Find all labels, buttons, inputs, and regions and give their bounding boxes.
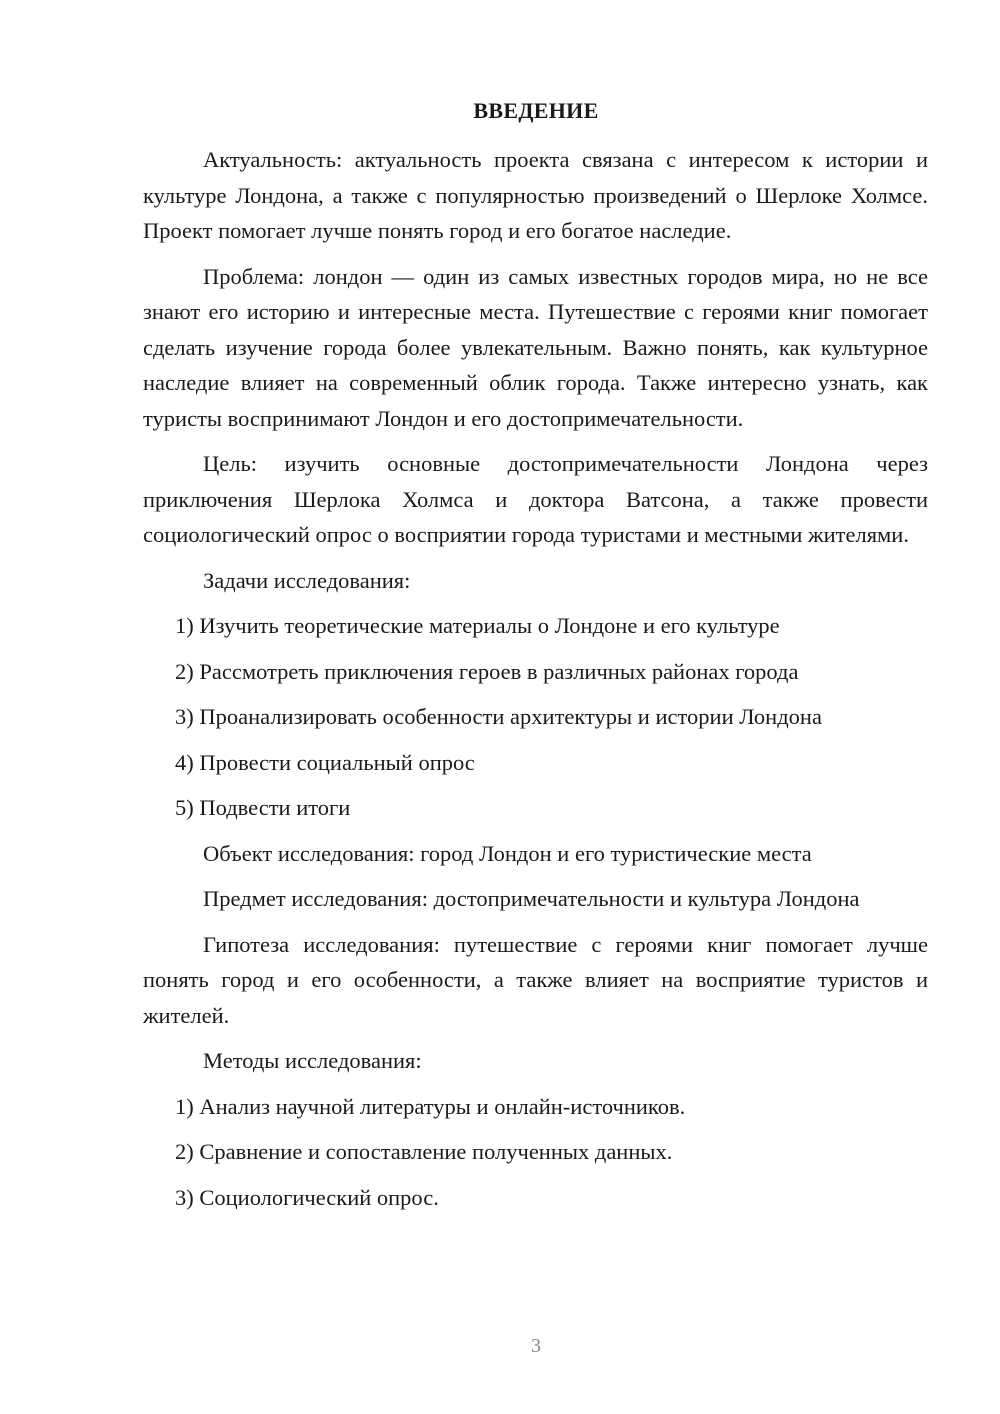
hypothesis-paragraph: Гипотеза исследования: путешествие с героями книг помогает лучше понять город и его особенности, а также влияет на восприятие туристов и жителей. <box>143 931 928 1028</box>
problem-paragraph: Проблема: лондон — один из самых известных городов мира, но не все знают его историю и интересные места. Путешествие с героями книг помогает сделать изучение города более увлекательным. Важно понять, как культурное наследие влияет на современный облик города. Также интересно узнать, как туристы воспринимают Лондон и его достопримечательности. <box>143 263 928 431</box>
tasks-list <box>143 608 928 826</box>
relevance-paragraph: Актуальность: актуальность проекта связана с интересом к истории и культуре Лондона, а также с популярностью произведений о Шерлоке Холмсе. Проект помогает лучше понять город и его богатое наследие. <box>143 147 928 243</box>
page-title: ВВЕДЕНИЕ <box>473 98 599 123</box>
tasks-heading: Задачи исследования: <box>203 567 411 593</box>
methods-heading: Методы исследования: <box>203 1048 422 1073</box>
body-text <box>143 142 928 1215</box>
list-item: 2) Сравнение и сопоставление полученных данных. <box>175 1139 673 1164</box>
goal-paragraph: Цель: изучить основные достопримечательности Лондона через приключения Шерлока Холмса и доктора Ватсона, а также провести социологический опрос о восприятии города туристами и местными жителями. <box>143 451 928 547</box>
methods-list <box>143 1089 928 1216</box>
page-number: 3 <box>531 1335 541 1357</box>
list-item: 3) Проанализировать особенности архитектуры и истории Лондона <box>175 704 822 729</box>
list-item: 1) Анализ научной литературы и онлайн-источников. <box>175 1093 686 1119</box>
list-item: 1) Изучить теоретические материалы о Лондоне и его культуре <box>175 613 780 638</box>
list-item: 2) Рассмотреть приключения героев в различных районах города <box>175 658 799 684</box>
subject-paragraph: Предмет исследования: достопримечательности и культура Лондона <box>203 886 860 911</box>
list-item: 3) Социологический опрос. <box>175 1184 439 1210</box>
list-item: 5) Подвести итоги <box>175 795 351 820</box>
research-details <box>143 836 928 1079</box>
object-paragraph: Объект исследования: город Лондон и его туристические места <box>203 840 812 866</box>
list-item: 4) Провести социальный опрос <box>175 749 475 775</box>
